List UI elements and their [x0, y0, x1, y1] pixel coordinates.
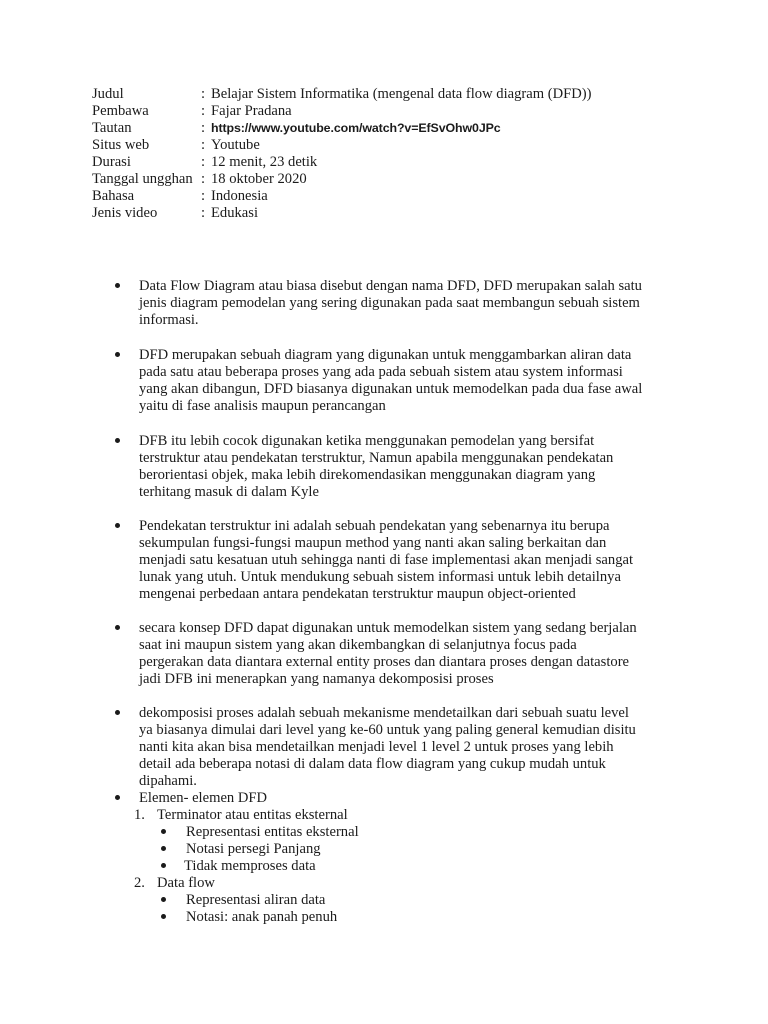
sub-bullet-icon: [160, 909, 168, 917]
meta-value: Indonesia: [211, 188, 268, 204]
meta-separator: :: [201, 120, 206, 136]
list-number: 1.: [134, 807, 145, 823]
meta-value: Edukasi: [211, 205, 259, 221]
bullet-icon: [114, 518, 122, 526]
meta-key: Jenis video: [92, 205, 158, 221]
paragraph-line: informasi.: [139, 312, 199, 328]
meta-key: Pembawa: [92, 103, 149, 119]
paragraph-line: berorientasi objek, maka lebih direkomendasikan menggunakan diagram yang: [139, 467, 596, 483]
meta-key: Tautan: [92, 120, 132, 136]
meta-key: Tanggal ungghan: [92, 171, 193, 187]
paragraph-line: DFD merupakan sebuah diagram yang digunakan untuk menggambarkan aliran data: [139, 347, 632, 363]
bullet-icon: [114, 790, 122, 798]
meta-separator: :: [201, 86, 206, 102]
meta-row-judul: [92, 86, 592, 103]
sub-bullet-icon: [160, 841, 168, 849]
meta-key: Judul: [92, 86, 124, 102]
sub-bullet-icon: [160, 892, 168, 900]
paragraph-line: sekumpulan fungsi-fungsi maupun method yang nanti akan saling berkaitan dan: [139, 535, 607, 551]
meta-key: Situs web: [92, 137, 150, 153]
meta-separator: :: [201, 103, 206, 119]
sub-bullet-icon: [160, 858, 168, 866]
paragraph-line: dipahami.: [139, 773, 197, 789]
list-number: 2.: [134, 875, 145, 891]
sub-list-item: Representasi aliran data: [186, 892, 326, 908]
meta-separator: :: [201, 171, 206, 187]
meta-value: 12 menit, 23 detik: [211, 154, 318, 170]
meta-separator: :: [201, 205, 206, 221]
paragraph-line: secara konsep DFD dapat digunakan untuk memodelkan sistem yang sedang berjalan: [139, 620, 637, 636]
paragraph-line: Elemen- elemen DFD: [139, 790, 268, 806]
paragraph-line: Data Flow Diagram atau biasa disebut dengan nama DFD, DFD merupakan salah satu: [139, 278, 642, 294]
paragraph-line: yang akan dibangun, DFD biasanya digunakan untuk memodelkan pada dua fase awal: [139, 381, 643, 397]
bullet-paragraph: [139, 620, 675, 688]
meta-value: Fajar Pradana: [211, 103, 292, 119]
paragraph-line: nanti kita akan bisa mendetailkan menjadi level 1 level 2 untuk proses yang lebih: [139, 739, 614, 755]
video-link[interactable]: https://www.youtube.com/watch?v=EfSvOhw0JPc: [211, 121, 501, 135]
paragraph-line: pada satu atau beberapa proses yang ada pada sebuah sistem atau system informasi: [139, 364, 623, 380]
sub-list-item: Notasi: anak panah penuh: [186, 909, 338, 925]
meta-value: Youtube: [211, 137, 260, 153]
list-item-label: Terminator atau entitas eksternal: [157, 807, 348, 823]
sub-list-item: Tidak memproses data: [184, 858, 316, 874]
paragraph-line: pergerakan data diantara external entity proses dan diantara proses dengan datastore: [139, 654, 630, 670]
meta-row-bahasa: [92, 188, 592, 205]
paragraph-line: ya biasanya dimulai dari level yang ke-60 untuk yang paling general kemudian disitu: [139, 722, 636, 738]
sub-list-item: Representasi entitas eksternal: [186, 824, 359, 840]
paragraph-line: Pendekatan terstruktur ini adalah sebuah pendekatan yang sebenarnya itu berupa: [139, 518, 610, 534]
meta-row-situs-web: [92, 137, 592, 154]
bullet-icon: [114, 433, 122, 441]
meta-row-durasi: [92, 154, 592, 171]
meta-separator: :: [201, 154, 206, 170]
meta-separator: :: [201, 137, 206, 153]
paragraph-line: detail ada beberapa notasi di dalam data flow diagram yang cukup mudah untuk: [139, 756, 606, 772]
paragraph-line: jadi DFB ini menerapkan yang namanya dekomposisi proses: [139, 671, 494, 687]
meta-value: Belajar Sistem Informatika (mengenal data flow diagram (DFD)): [211, 86, 592, 102]
paragraph-line: lunak yang utuh. Untuk mendukung sebuah sistem informasi untuk lebih detailnya: [139, 569, 621, 585]
sub-bullet-icon: [160, 824, 168, 832]
bullet-paragraph: [139, 278, 675, 329]
meta-value: 18 oktober 2020: [211, 171, 307, 187]
bullet-icon: [114, 278, 122, 286]
paragraph-line: jenis diagram pemodelan yang sering digunakan pada saat membangun sebuah sistem: [139, 295, 640, 311]
meta-key: Bahasa: [92, 188, 135, 204]
bullet-icon: [114, 620, 122, 628]
meta-row-tanggal: [92, 171, 592, 188]
meta-row-pembawa: [92, 103, 592, 120]
paragraph-line: terstruktur atau pendekatan terstruktur, Namun apabila menggunakan pendekatan: [139, 450, 614, 466]
paragraph-line: yaitu di fase analisis maupun perancangan: [139, 398, 386, 414]
bullet-paragraph: [139, 347, 675, 415]
bullet-paragraph: [139, 433, 675, 501]
paragraph-line: dekomposisi proses adalah sebuah mekanisme mendetailkan dari sebuah suatu level: [139, 705, 629, 721]
bullet-paragraph: [139, 705, 675, 790]
paragraph-line: DFB itu lebih cocok digunakan ketika menggunakan pemodelan yang bersifat: [139, 433, 595, 449]
bullet-heading: [139, 790, 675, 807]
bullet-icon: [114, 347, 122, 355]
paragraph-line: terhitang masuk di dalam Kyle: [139, 484, 319, 500]
meta-row-jenis-video: [92, 205, 592, 222]
meta-key: Durasi: [92, 154, 131, 170]
list-item-label: Data flow: [157, 875, 215, 891]
paragraph-line: saat ini maupun sistem yang akan dikembangkan di selanjutnya focus pada: [139, 637, 577, 653]
meta-separator: :: [201, 188, 206, 204]
paragraph-line: mengenai perbedaan antara pendekatan terstruktur maupun object-oriented: [139, 586, 576, 602]
bullet-paragraph: [139, 518, 675, 603]
meta-row-tautan: [92, 120, 592, 137]
bullet-icon: [114, 705, 122, 713]
sub-list-item: Notasi persegi Panjang: [186, 841, 321, 857]
paragraph-line: menjadi satu kesatuan utuh sehingga nanti di fase implementasi akan menjadi sangat: [139, 552, 634, 568]
video-metadata: [92, 86, 592, 222]
